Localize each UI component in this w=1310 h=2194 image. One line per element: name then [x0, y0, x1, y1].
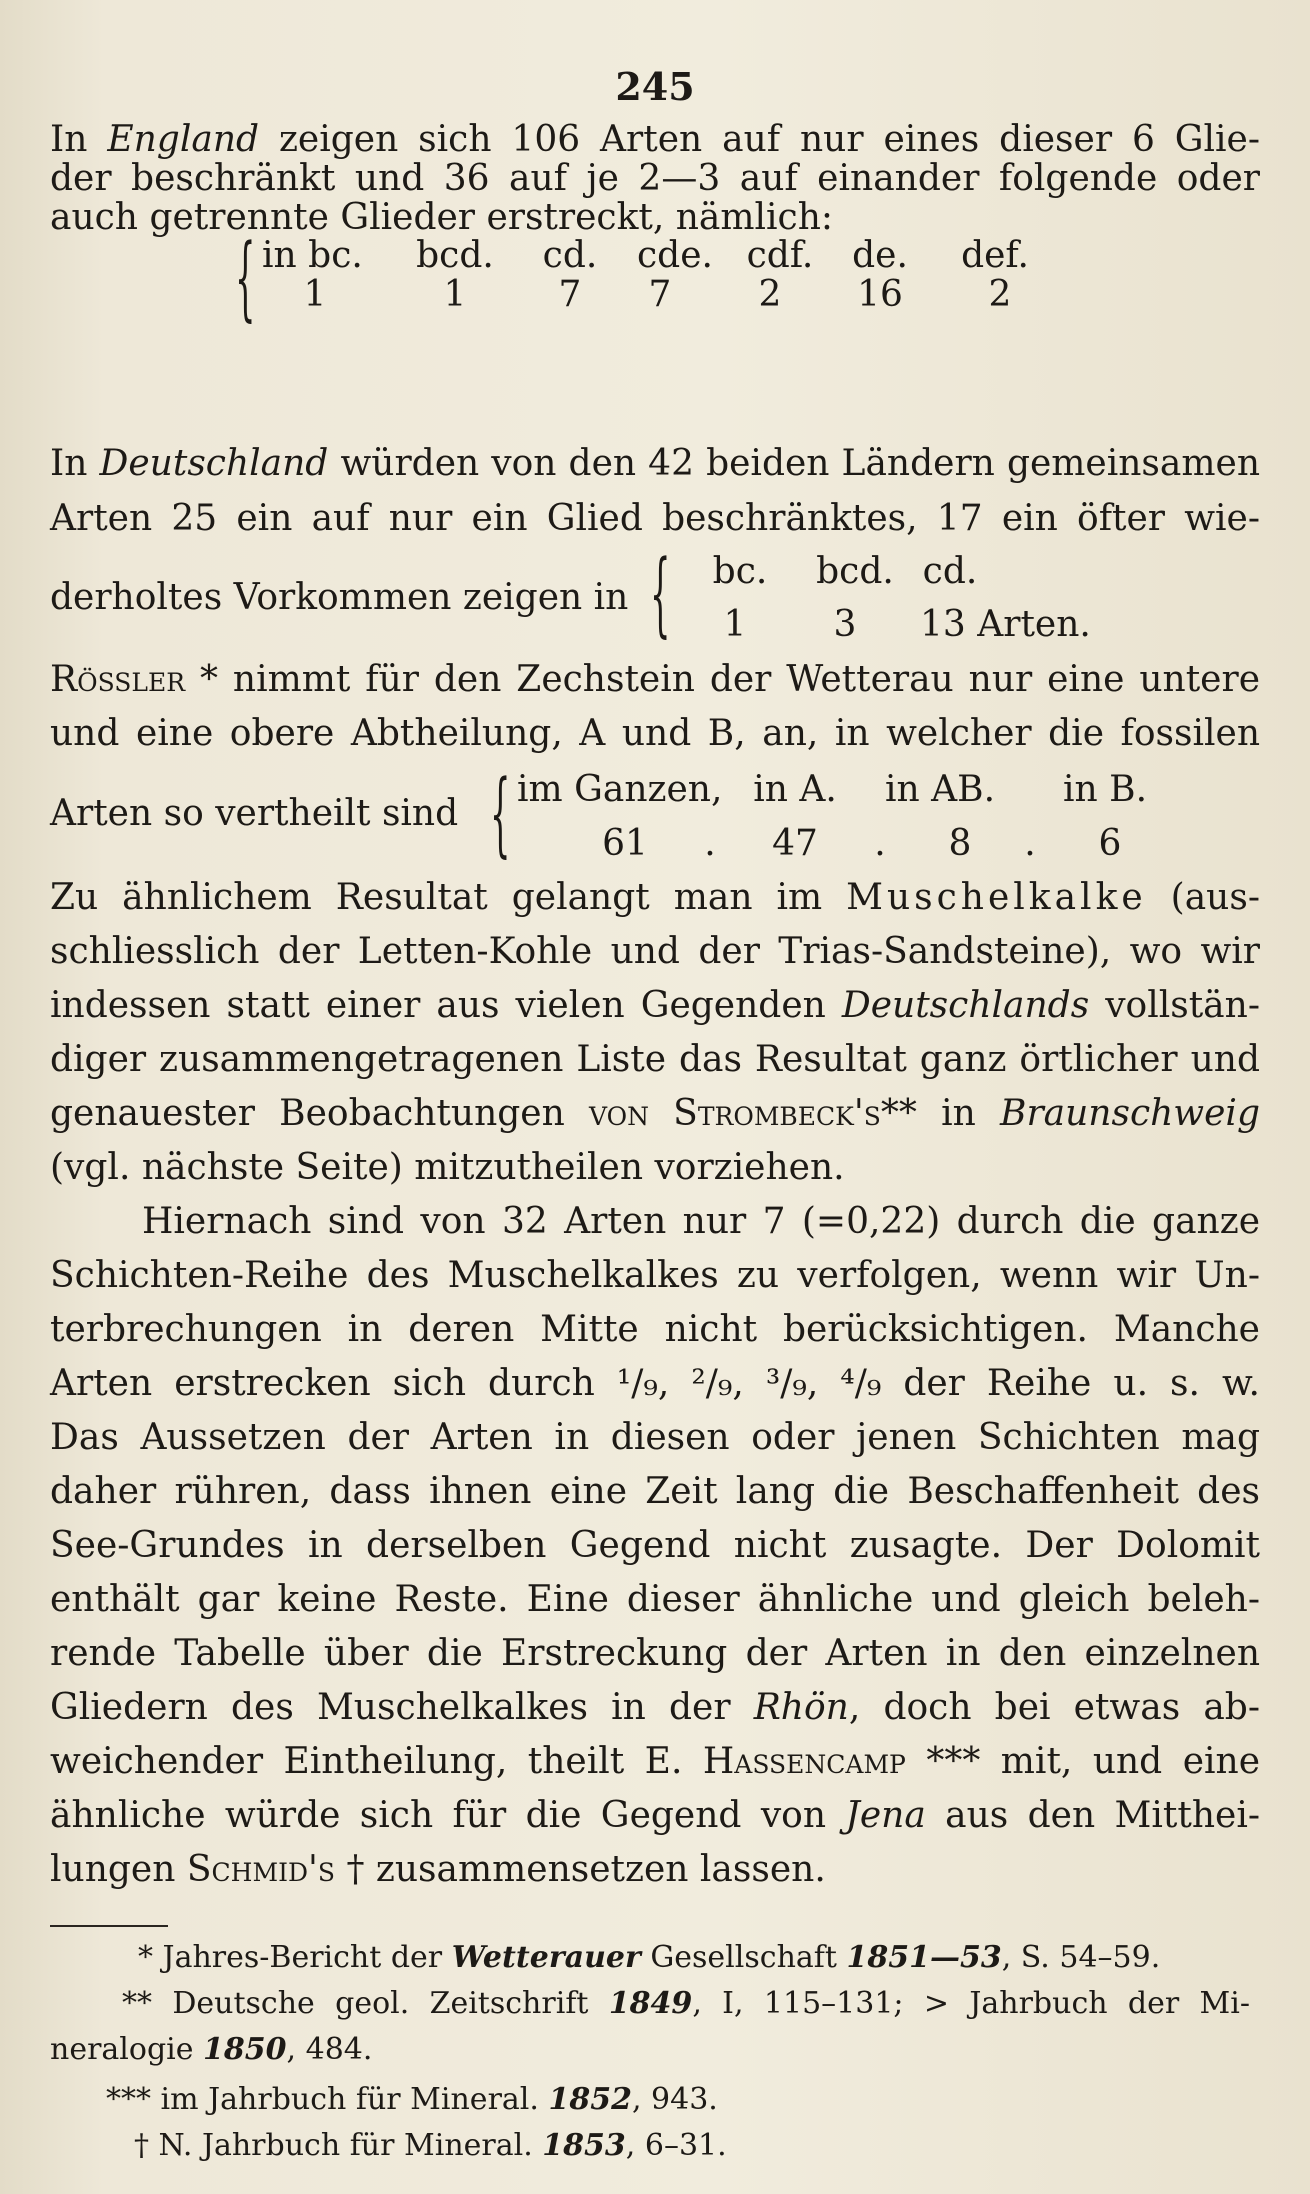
table-header: im Ganzen,: [517, 769, 723, 810]
text-line: Zu ähnlichem Resultat gelangt man im Muschelkalke (aus-: [50, 877, 1261, 918]
table-header: in A.: [753, 769, 837, 810]
text-line: ähnliche würde sich für die Gegend von Jena aus den Mitthei-: [50, 1795, 1261, 1836]
table-cell: 2: [758, 274, 782, 315]
table-header: cd.: [542, 235, 598, 276]
text-line: (vgl. nächste Seite) mitzutheilen vorziehen.: [50, 1147, 845, 1188]
table-header: def.: [961, 235, 1029, 276]
table-header: bcd.: [416, 235, 494, 276]
text-line: Arten erstrecken sich durch ¹/₉, ²/₉, ³/₉, ⁴/₉ der Reihe u. s. w.: [50, 1363, 1260, 1404]
text-line: terbrechungen in deren Mitte nicht berücksichtigen. Manche: [50, 1309, 1260, 1350]
brace-glyph: {: [650, 540, 671, 647]
text-line: rende Tabelle über die Erstreckung der Arten in den einzelnen: [50, 1633, 1260, 1674]
footnote: † N. Jahrbuch für Mineral. 1853, 6–31.: [134, 2128, 727, 2163]
table-cell: 47: [772, 823, 818, 864]
text-line: derholtes Vorkommen zeigen in: [50, 577, 629, 618]
table-header: in bc.: [262, 235, 363, 276]
text-line: weichender Eintheilung, theilt E. Hassencamp *** mit, und eine: [50, 1741, 1260, 1782]
footnote: *** im Jahrbuch für Mineral. 1852, 943.: [106, 2082, 718, 2117]
table-cell: 7: [648, 274, 672, 315]
text-line: Gliedern des Muschelkalkes in der Rhön, doch bei etwas ab-: [50, 1687, 1260, 1728]
text-line: genauester Beobachtungen von Strombeck's** in Braunschweig: [50, 1093, 1260, 1134]
footnote: ** Deutsche geol. Zeitschrift 1849, I, 115–131; > Jahrbuch der Mi-: [122, 1986, 1250, 2021]
text-line: See-Grundes in derselben Gegend nicht zusagte. Der Dolomit: [50, 1525, 1260, 1566]
table-cell: 16: [857, 274, 903, 315]
text-line: Hiernach sind von 32 Arten nur 7 (=0,22) durch die ganze: [142, 1201, 1260, 1242]
text-line: In England zeigen sich 106 Arten auf nur eines dieser 6 Glie-: [50, 119, 1261, 160]
table-cell: 2: [988, 274, 1012, 315]
text-line: lungen Schmid's † zusammensetzen lassen.: [50, 1849, 826, 1890]
table-cell: .: [874, 823, 886, 864]
footnote: neralogie 1850, 484.: [50, 2032, 373, 2067]
text-line: und eine obere Abtheilung, A und B, an, in welcher die fossilen: [50, 713, 1260, 754]
table-cell: 13 Arten.: [920, 604, 1091, 645]
table-cell: .: [1024, 823, 1036, 864]
brace-glyph: {: [490, 760, 511, 867]
table-header: in AB.: [884, 769, 996, 810]
text-line: In Deutschland würden von den 42 beiden Ländern gemeinsamen: [50, 443, 1260, 484]
footnote: * Jahres-Bericht der Wetterauer Gesellschaft 1851—53, S. 54–59.: [138, 1940, 1161, 1975]
table-cell: 6: [1098, 823, 1122, 864]
text-line: Das Aussetzen der Arten in diesen oder jenen Schichten mag: [50, 1417, 1260, 1458]
table-header: cdf.: [746, 235, 814, 276]
table-cell: .: [704, 823, 716, 864]
table-cell: 3: [833, 604, 857, 645]
text-line: auch getrennte Glieder erstreckt, nämlich:: [50, 197, 834, 238]
text-line: schliesslich der Letten-Kohle und der Trias-Sandsteine), wo wir: [50, 931, 1260, 972]
text-line: diger zusammengetragenen Liste das Resultat ganz örtlicher und: [50, 1039, 1260, 1080]
text-line: enthält gar keine Reste. Eine dieser ähnliche und gleich beleh-: [50, 1579, 1260, 1620]
table-cell: 8: [948, 823, 972, 864]
text-line: daher rühren, dass ihnen eine Zeit lang die Beschaffenheit des: [50, 1471, 1260, 1512]
table-cell: 1: [723, 604, 747, 645]
table-cell: 61: [602, 823, 648, 864]
table-cell: 1: [303, 274, 327, 315]
footnote-divider: [50, 1925, 168, 1927]
table-header: bcd.: [816, 551, 894, 592]
table-header: de.: [852, 235, 908, 276]
table-header: in B.: [1062, 769, 1148, 810]
table-header: bc.: [712, 551, 768, 592]
text-line: der beschränkt und 36 auf je 2—3 auf einander folgende oder: [50, 158, 1260, 199]
text-line: Arten 25 ein auf nur ein Glied beschränktes, 17 ein öfter wie-: [50, 498, 1260, 539]
page-number: 245: [615, 64, 695, 109]
text-line: indessen statt einer aus vielen Gegenden Deutschlands vollstän-: [50, 985, 1260, 1026]
text-line: Arten so vertheilt sind: [50, 793, 459, 834]
brace-glyph: {: [235, 224, 256, 331]
table-cell: 1: [443, 274, 467, 315]
table-header: cde.: [637, 235, 713, 276]
table-header: cd.: [922, 551, 978, 592]
text-line: Schichten-Reihe des Muschelkalkes zu verfolgen, wenn wir Un-: [50, 1255, 1260, 1296]
table-cell: 7: [558, 274, 582, 315]
text-line: Rössler * nimmt für den Zechstein der Wetterau nur eine untere: [50, 659, 1260, 700]
